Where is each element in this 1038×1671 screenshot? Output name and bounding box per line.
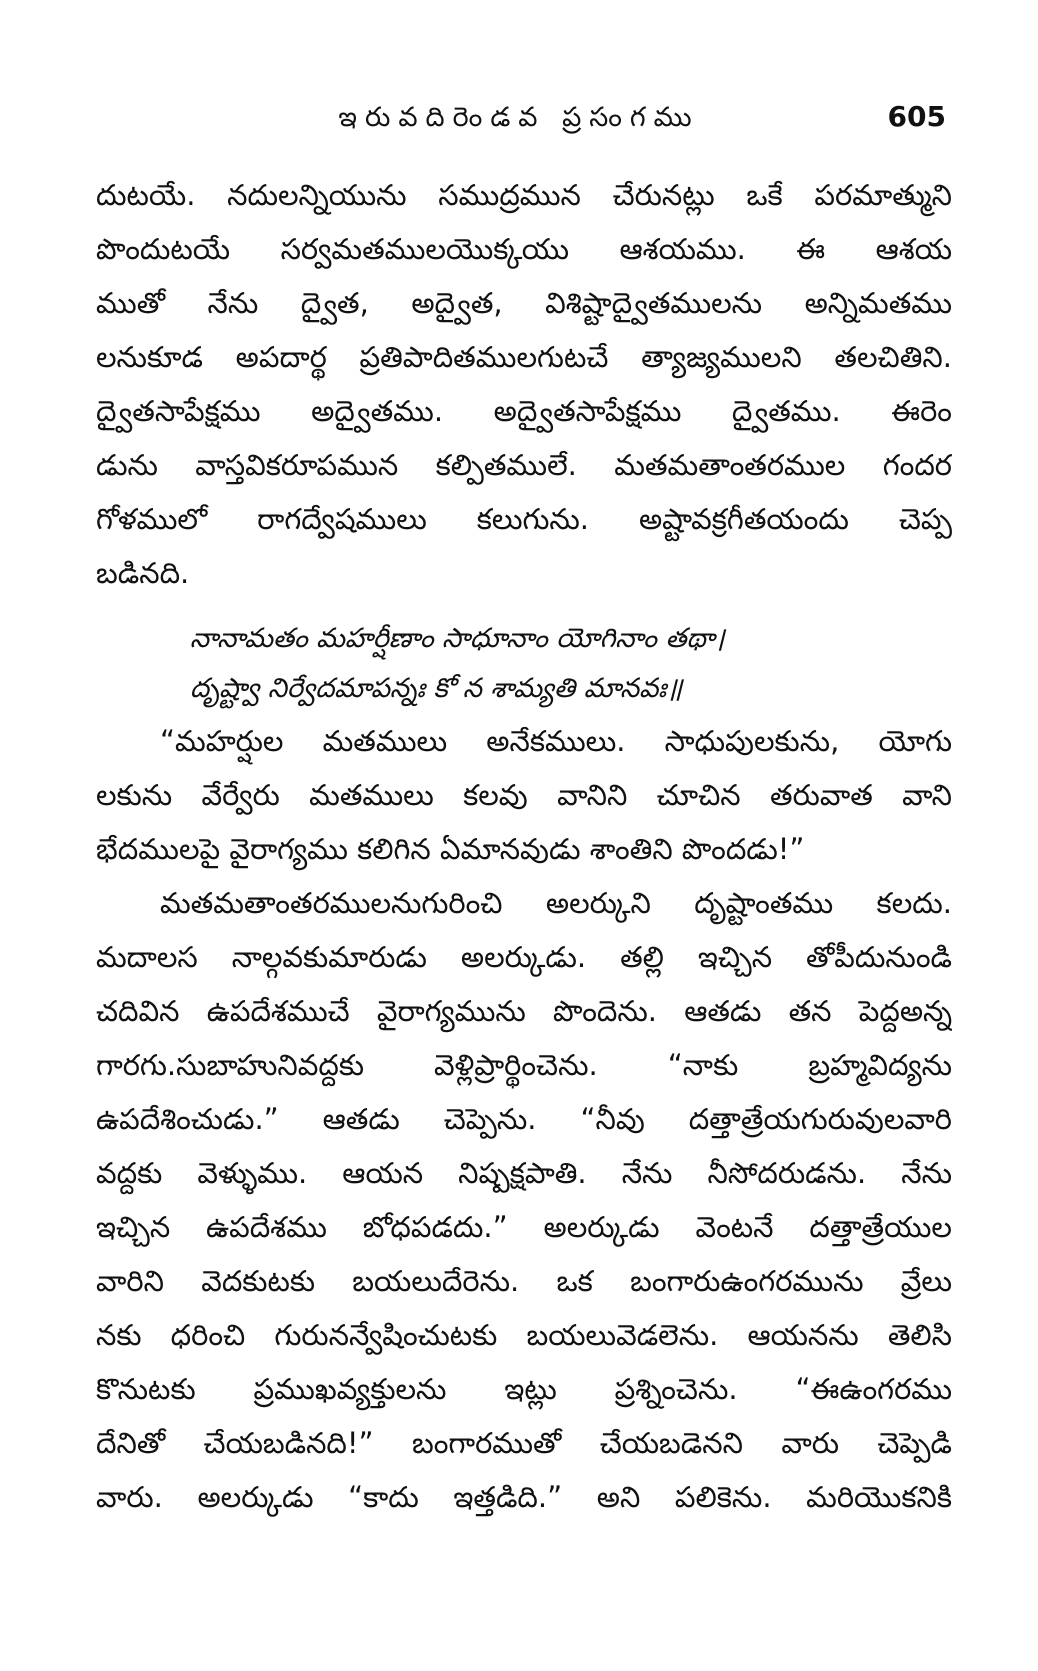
text-line: ద్వైతసాపేక్షము అద్వైతము. అద్వైతసాపేక్షము ద్వైతము. ఈరెం — [96, 394, 952, 428]
running-title: ఇరువదిరెండవ ప్రసంగము — [338, 102, 700, 133]
text-line: భేదములపై వైరాగ్యము కలిగిన ఏమానవుడు శాంతిని పొందడు!” — [96, 832, 805, 866]
text-line: దుటయే. నదులన్నియును సముద్రమున చేరునట్లు ఒకే పరమాత్ముని — [96, 178, 952, 212]
text-line: ఇచ్చిన ఉపదేశము బోధపడదు.” అలర్కుడు వెంటనే దత్తాత్రేయుల — [96, 1210, 952, 1244]
text-line: చదివిన ఉపదేశముచే వైరాగ్యమును పొందెను. ఆతడు తన పెద్దఅన్న — [96, 994, 952, 1028]
text-line: మదాలస నాల్గవకుమారుడు అలర్కుడు. తల్లి ఇచ్చిన తోపీదునుండి — [96, 940, 952, 974]
text-line: “మహర్షుల మతములు అనేకములు. సాధుపులకును, యోగు — [160, 724, 952, 758]
verse-block — [96, 614, 952, 714]
verse-line: నానామతం మహర్షీణాం సాధూనాం యోగినాం తథా। — [190, 623, 725, 654]
text-line: డును వాస్తవికరూపమున కల్పితములే. మతమతాంతరముల గందర — [96, 448, 952, 482]
text-line: దేనితో చేయబడినది!” బంగారముతో చేయబడెనని వారు చెప్పెడి — [96, 1426, 952, 1460]
verse-line: దృష్ట్వా నిర్వేదమాపన్నః కో న శామ్యతి మానవః॥ — [190, 673, 683, 704]
text-line: గోళములో రాగద్వేషములు కలుగును. అష్టావక్రగీతయందు చెప్ప — [96, 502, 952, 536]
paragraph — [96, 714, 952, 876]
paragraph — [96, 876, 952, 1524]
text-line: వారిని వెదకుటకు బయలుదేరెను. ఒక బంగారుఉంగరమును వ్రేలు — [96, 1264, 952, 1298]
paragraph — [96, 168, 952, 600]
text-line: గారగు.సుబాహునివద్దకు వెళ్లిప్రార్థించెను. “నాకు బ్రహ్మవిద్యను — [96, 1048, 952, 1082]
body-text — [96, 168, 952, 1524]
text-line: లనుకూడ అపదార్థ ప్రతిపాదితములగుటచే త్యాజ్యములని తలచితిని. — [96, 340, 952, 374]
text-line: పొందుటయే సర్వమతములయొక్కయు ఆశయము. ఈ ఆశయ — [96, 232, 952, 266]
text-line: వద్దకు వెళ్ళుము. ఆయన నిష్పక్షపాతి. నేను నీసోదరుడను. నేను — [96, 1156, 952, 1190]
text-line: బడినది. — [96, 556, 190, 590]
page-number: 605 — [887, 100, 946, 133]
text-line: లకును వేర్వేరు మతములు కలవు వానిని చూచిన తరువాత వాని — [96, 778, 952, 812]
text-line: మతమతాంతరములనుగురించి అలర్కుని దృష్టాంతము కలదు. — [160, 886, 952, 920]
text-line: నకు ధరించి గురునన్వేషించుటకు బయలువెడలెను. ఆయనను తెలిసి — [96, 1318, 952, 1352]
page-header — [0, 98, 1038, 142]
text-line: ముతో నేను ద్వైత, అద్వైత, విశిష్టాద్వైతములను అన్నిమతము — [96, 286, 952, 320]
text-line: కొనుటకు ప్రముఖవ్యక్తులను ఇట్లు ప్రశ్నించెను. “ఈఉంగరము — [96, 1372, 952, 1406]
text-line: ఉపదేశించుడు.” ఆతడు చెప్పెను. “నీవు దత్తాత్రేయగురువులవారి — [96, 1102, 952, 1136]
text-line: వారు. అలర్కుడు “కాదు ఇత్తడిది.” అని పలికెను. మరియొకనికి — [96, 1480, 952, 1514]
